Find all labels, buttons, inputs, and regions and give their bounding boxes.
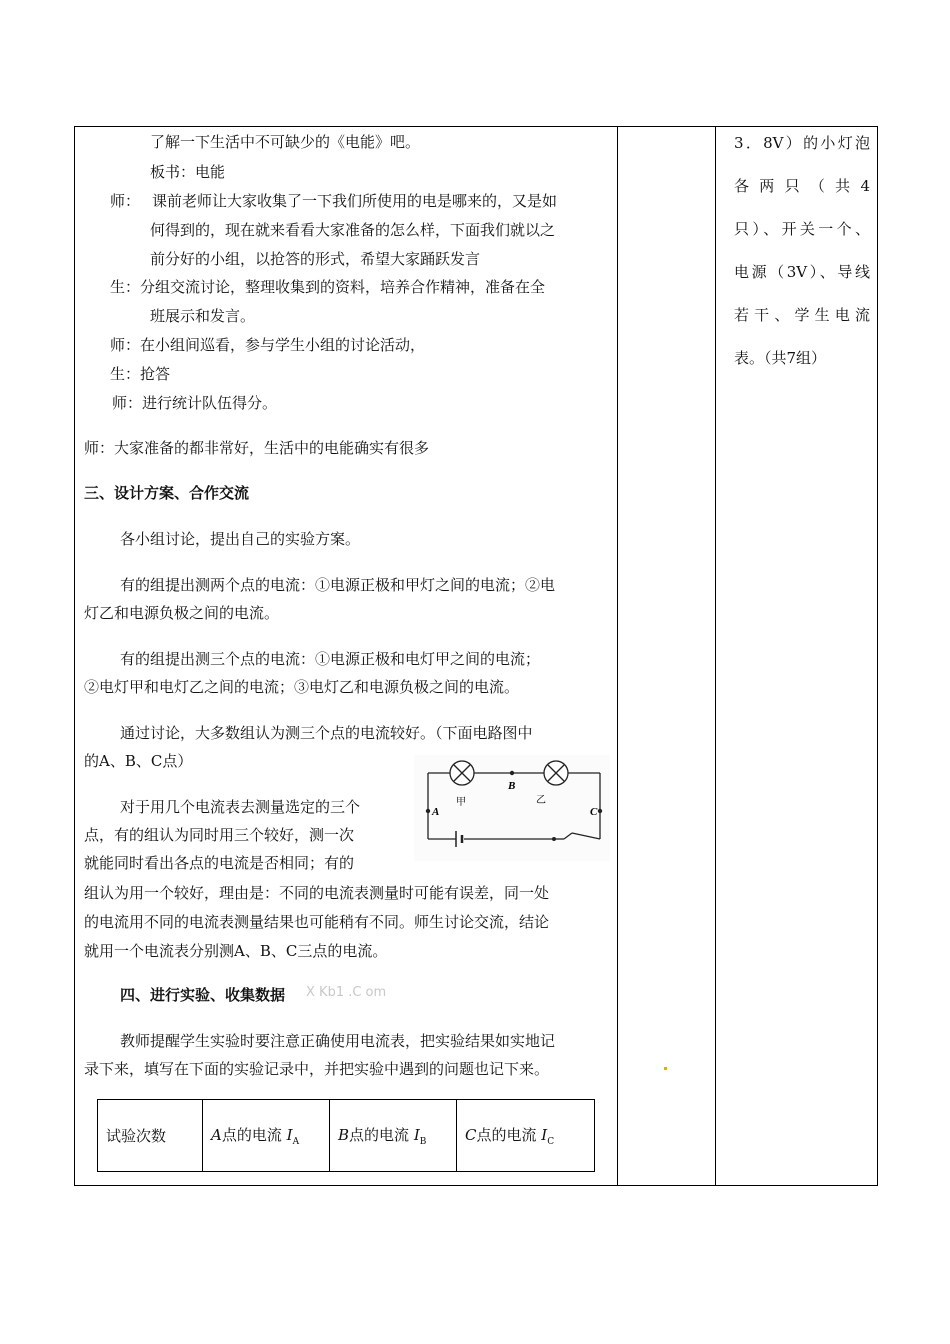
text-line: 师：进行统计队伍得分。 <box>112 394 278 412</box>
materials-line: 只）、开关一个、 <box>734 220 870 238</box>
lamp-icon <box>450 761 474 785</box>
paragraph: 教师提醒学生实验时要注意正确使用电流表，把实验结果如实地记 <box>120 1032 556 1050</box>
stray-mark <box>664 1067 667 1070</box>
table-row <box>98 1100 595 1172</box>
point-b-label: B <box>508 780 516 792</box>
table-header-cell: A点的电流 $I_A$ <box>203 1100 330 1172</box>
table-header-cell: C点的电流 $I_C$ <box>457 1100 595 1172</box>
paragraph: 有的组提出测三个点的电流：①电源正极和电灯甲之间的电流； <box>120 650 541 668</box>
text-line: 生：抢答 <box>110 365 171 383</box>
switch-contact <box>552 837 556 841</box>
paragraph: 的A、B、C点） <box>84 752 193 770</box>
paragraph: 有的组提出测两个点的电流：①电源正极和甲灯之间的电流；②电 <box>120 576 556 594</box>
text-line: 何得到的，现在就来看看大家准备的怎么样，下面我们就以之 <box>150 221 556 239</box>
lamp-2-label: 乙 <box>536 795 546 806</box>
materials-line: 表。（共7组） <box>734 349 827 367</box>
point-b-dot <box>510 771 514 775</box>
watermark: X Kb1 .C om <box>306 985 387 1000</box>
column-divider-1 <box>617 127 618 1185</box>
text-line: 课前老师让大家收集了一下我们所使用的电是哪来的，又是如 <box>152 192 558 210</box>
table-header-cell: B点的电流 $I_B$ <box>330 1100 457 1172</box>
paragraph: 组认为用一个较好，理由是：不同的电流表测量时可能有误差，同一处 <box>84 884 550 902</box>
text-line: 了解一下生活中不可缺少的《电能》吧。 <box>150 133 421 151</box>
text-line: 板书：电能 <box>150 163 226 181</box>
paragraph: ②电灯甲和电灯乙之间的电流；③电灯乙和电源负极之间的电流。 <box>84 678 520 696</box>
circuit-diagram <box>414 755 610 861</box>
paragraph: 录下来，填写在下面的实验记录中，并把实验中遇到的问题也记下来。 <box>84 1060 550 1078</box>
column-divider-2 <box>715 127 716 1185</box>
materials-line: 3．8V）的小灯泡 <box>734 134 870 152</box>
text-line: 班展示和发言。 <box>150 307 256 325</box>
text-line: 生：分组交流讨论，整理收集到的资料，培养合作精神，准备在全 <box>110 278 546 296</box>
point-a-label: A <box>432 806 440 818</box>
point-a-dot <box>426 809 430 813</box>
text-line: 师：大家准备的都非常好，生活中的电能确实有很多 <box>84 439 430 457</box>
paragraph: 就用一个电流表分别测A、B、C三点的电流。 <box>84 942 388 960</box>
speaker-label: 师： <box>110 192 141 210</box>
text-line: 前分好的小组，以抢答的形式，希望大家踊跃发言 <box>150 250 481 268</box>
paragraph: 就能同时看出各点的电流是否相同；有的 <box>84 854 355 872</box>
materials-line: 电源（3V）、导线 <box>734 263 870 281</box>
point-c-label: C <box>590 806 598 818</box>
lamp-1-label: 甲 <box>456 797 466 808</box>
point-c-dot <box>598 809 602 813</box>
text-line: 师：在小组间巡看，参与学生小组的讨论活动， <box>110 336 426 354</box>
paragraph: 灯乙和电源负极之间的电流。 <box>84 604 280 622</box>
lamp-icon <box>544 761 568 785</box>
paragraph: 对于用几个电流表去测量选定的三个 <box>120 798 361 816</box>
paragraph: 通过讨论，大多数组认为测三个点的电流较好。（下面电路图中 <box>120 724 533 742</box>
table-header-cell: 试验次数 <box>98 1100 203 1172</box>
materials-line: 各两只（共4 <box>734 177 870 195</box>
paragraph: 各小组讨论，提出自己的实验方案。 <box>120 530 361 548</box>
materials-line: 若干、学生电流 <box>734 306 870 324</box>
paragraph: 点，有的组认为同时用三个较好，测一次 <box>84 826 355 844</box>
section-heading-4: 四、进行实验、收集数据 <box>120 986 286 1004</box>
paragraph: 的电流用不同的电流表测量结果也可能稍有不同。师生讨论交流，结论 <box>84 913 550 931</box>
record-table <box>97 1099 595 1172</box>
section-heading-3: 三、设计方案、合作交流 <box>84 484 250 502</box>
